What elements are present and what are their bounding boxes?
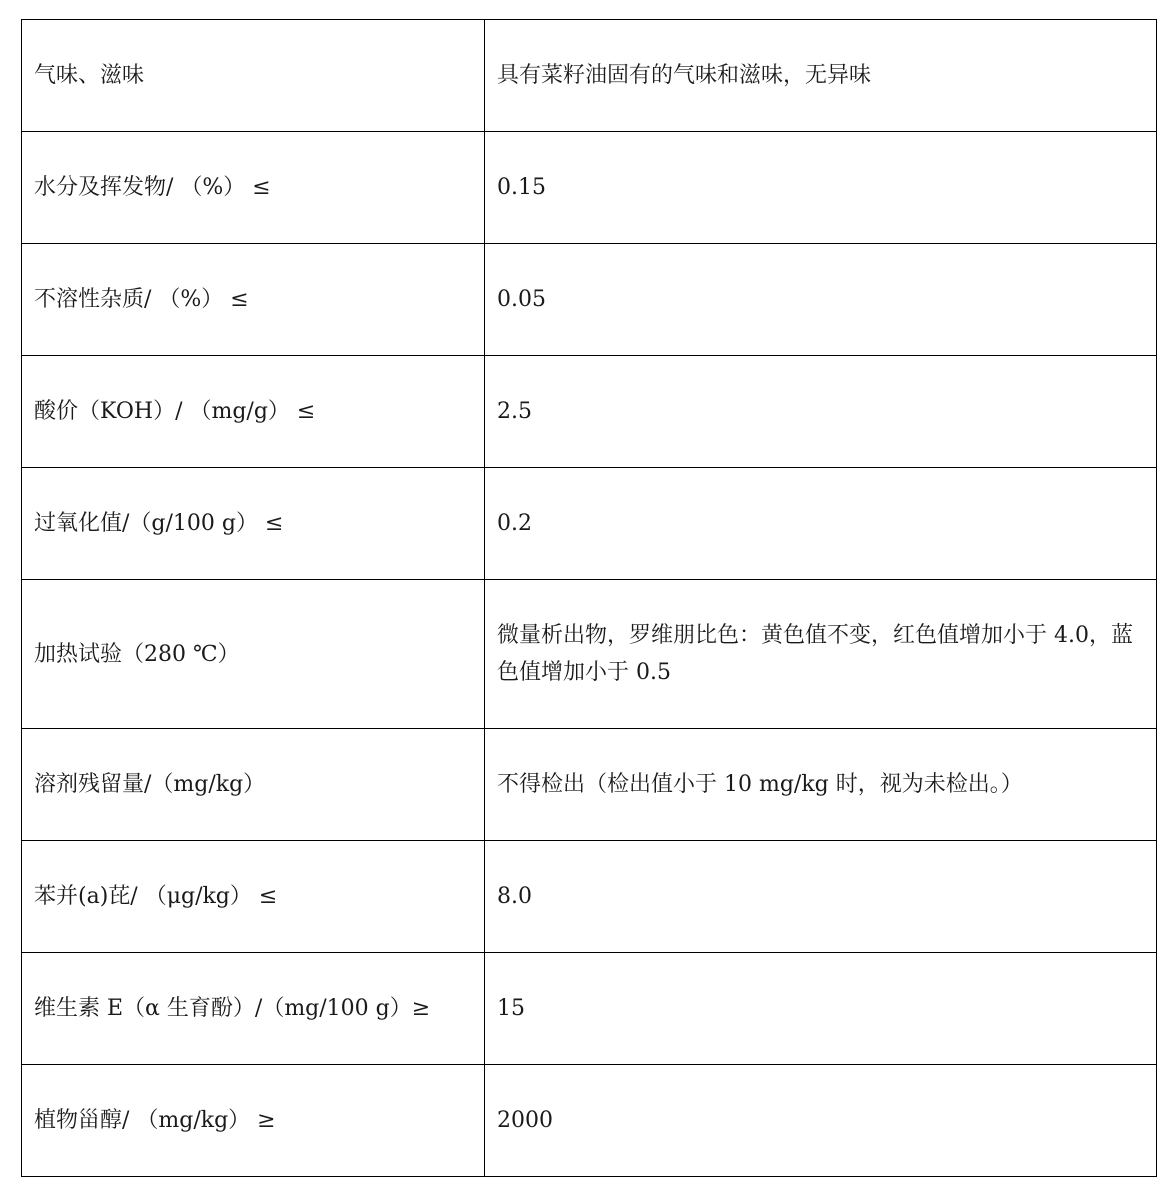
item-cell: 植物甾醇/ （mg/kg） ≥	[22, 1065, 485, 1177]
quality-spec-table	[21, 19, 1157, 1177]
value-cell: 具有菜籽油固有的气味和滋味，无异味	[485, 20, 1157, 132]
value-cell: 2000	[485, 1065, 1157, 1177]
item-cell: 维生素 E（α 生育酚）/（mg/100 g）≥	[22, 953, 485, 1065]
table-row	[22, 1065, 1157, 1177]
item-cell: 不溶性杂质/ （%） ≤	[22, 244, 485, 356]
table-row	[22, 468, 1157, 580]
value-cell: 0.05	[485, 244, 1157, 356]
value-cell: 不得检出（检出值小于 10 mg/kg 时，视为未检出。）	[485, 729, 1157, 841]
value-cell: 15	[485, 953, 1157, 1065]
item-cell: 气味、滋味	[22, 20, 485, 132]
value-cell: 2.5	[485, 356, 1157, 468]
value-cell: 0.2	[485, 468, 1157, 580]
value-cell: 微量析出物，罗维朋比色：黄色值不变，红色值增加小于 4.0，蓝色值增加小于 0.5	[485, 580, 1157, 729]
value-cell: 8.0	[485, 841, 1157, 953]
table-row	[22, 244, 1157, 356]
table-row	[22, 580, 1157, 729]
item-cell: 水分及挥发物/ （%） ≤	[22, 132, 485, 244]
value-cell: 0.15	[485, 132, 1157, 244]
item-cell: 加热试验（280 ℃）	[22, 580, 485, 729]
table-row	[22, 729, 1157, 841]
table-row	[22, 20, 1157, 132]
table-row	[22, 953, 1157, 1065]
item-cell: 酸价（KOH）/ （mg/g） ≤	[22, 356, 485, 468]
table-row	[22, 356, 1157, 468]
table-row	[22, 841, 1157, 953]
table-row	[22, 132, 1157, 244]
item-cell: 过氧化值/（g/100 g） ≤	[22, 468, 485, 580]
item-cell: 溶剂残留量/（mg/kg）	[22, 729, 485, 841]
item-cell: 苯并(a)芘/ （μg/kg） ≤	[22, 841, 485, 953]
